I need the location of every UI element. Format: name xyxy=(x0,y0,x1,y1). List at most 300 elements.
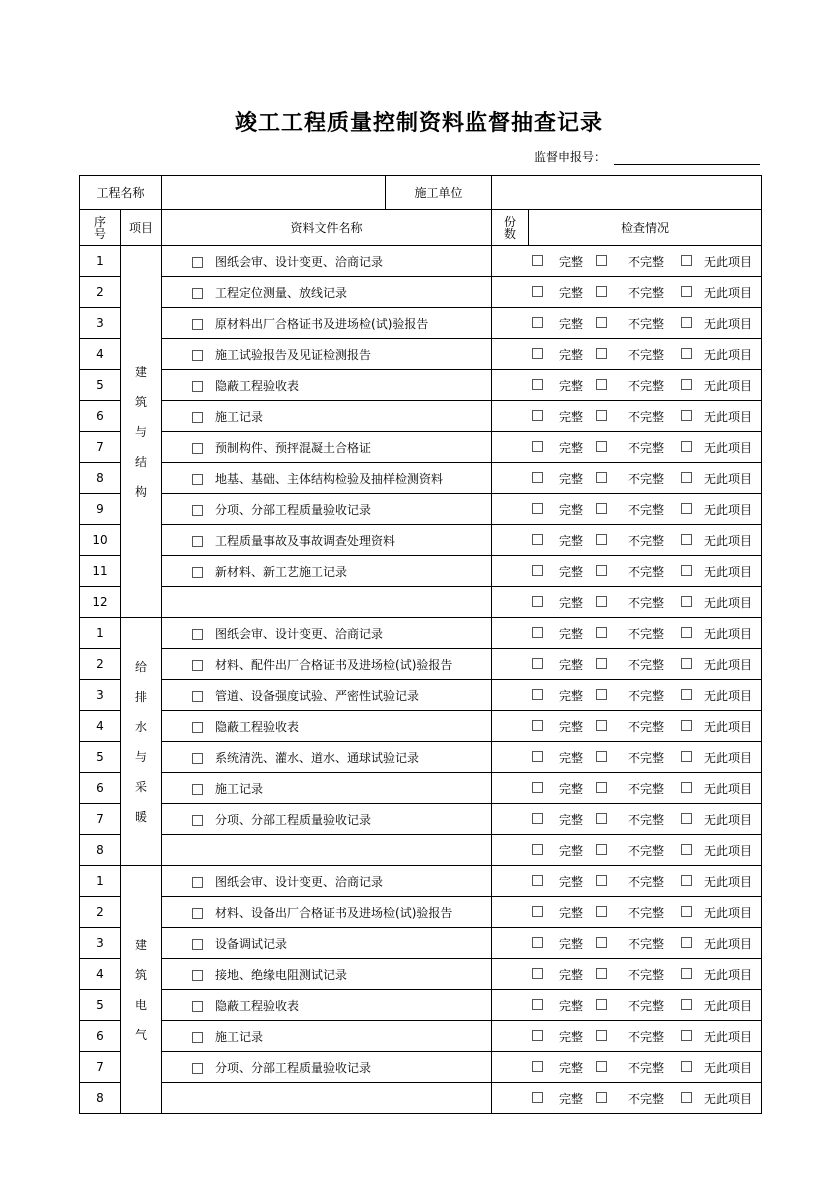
row-number: 3 xyxy=(80,308,121,339)
document-checkbox[interactable] xyxy=(192,970,203,981)
incomplete-checkbox[interactable] xyxy=(596,720,607,731)
row-number: 1 xyxy=(80,866,121,897)
not-applicable-checkbox[interactable] xyxy=(681,379,692,390)
incomplete-checkbox[interactable] xyxy=(596,441,607,452)
complete-checkbox[interactable] xyxy=(532,410,543,421)
status-cell xyxy=(492,959,762,990)
table-row xyxy=(80,246,762,277)
complete-checkbox[interactable] xyxy=(532,534,543,545)
table-row xyxy=(80,556,762,587)
not-applicable-label: 无此项目 xyxy=(704,844,753,858)
document-checkbox[interactable] xyxy=(192,381,203,392)
complete-checkbox[interactable] xyxy=(532,875,543,886)
incomplete-checkbox[interactable] xyxy=(596,627,607,638)
not-applicable-checkbox[interactable] xyxy=(681,255,692,266)
document-checkbox[interactable] xyxy=(192,350,203,361)
document-cell xyxy=(162,277,492,308)
category-label: 建筑与结构 xyxy=(135,364,148,499)
incomplete-label: 不完整 xyxy=(628,720,665,734)
not-applicable-checkbox[interactable] xyxy=(681,937,692,948)
not-applicable-label: 无此项目 xyxy=(704,410,753,424)
incomplete-label: 不完整 xyxy=(628,968,665,982)
document-name: 管道、设备强度试验、严密性试验记录 xyxy=(215,688,420,703)
complete-label: 完整 xyxy=(559,1092,584,1106)
table-row xyxy=(80,1083,762,1114)
table-row xyxy=(80,773,762,804)
document-checkbox[interactable] xyxy=(192,784,203,795)
status-cell xyxy=(492,711,762,742)
row-number: 6 xyxy=(80,401,121,432)
not-applicable-checkbox[interactable] xyxy=(681,596,692,607)
seq-label: 序号 xyxy=(94,214,107,241)
not-applicable-label: 无此项目 xyxy=(704,875,753,889)
incomplete-checkbox[interactable] xyxy=(596,1092,607,1103)
incomplete-label: 不完整 xyxy=(628,689,665,703)
incomplete-label: 不完整 xyxy=(628,1092,665,1106)
document-name: 设备调试记录 xyxy=(215,936,288,951)
incomplete-checkbox[interactable] xyxy=(596,658,607,669)
document-cell xyxy=(162,680,492,711)
document-cell xyxy=(162,432,492,463)
project-name-field[interactable] xyxy=(162,176,386,210)
complete-checkbox[interactable] xyxy=(532,937,543,948)
document-checkbox[interactable] xyxy=(192,629,203,640)
complete-label: 完整 xyxy=(559,503,584,517)
not-applicable-label: 无此项目 xyxy=(704,317,753,331)
row-number: 9 xyxy=(80,494,121,525)
incomplete-label: 不完整 xyxy=(628,255,665,269)
document-name: 预制构件、预抨混凝土合格证 xyxy=(215,440,372,455)
table-row xyxy=(80,463,762,494)
complete-checkbox[interactable] xyxy=(532,286,543,297)
not-applicable-checkbox[interactable] xyxy=(681,906,692,917)
incomplete-checkbox[interactable] xyxy=(596,751,607,762)
not-applicable-checkbox[interactable] xyxy=(681,1030,692,1041)
incomplete-checkbox[interactable] xyxy=(596,1061,607,1072)
document-checkbox[interactable] xyxy=(192,660,203,671)
report-no-label: 监督申报号： xyxy=(534,150,607,164)
row-number: 12 xyxy=(80,587,121,618)
not-applicable-label: 无此项目 xyxy=(704,565,753,579)
status-cell xyxy=(492,773,762,804)
status-cell xyxy=(492,680,762,711)
complete-checkbox[interactable] xyxy=(532,379,543,390)
table-row xyxy=(80,494,762,525)
incomplete-label: 不完整 xyxy=(628,503,665,517)
document-cell xyxy=(162,556,492,587)
complete-checkbox[interactable] xyxy=(532,441,543,452)
not-applicable-checkbox[interactable] xyxy=(681,875,692,886)
status-cell xyxy=(492,246,762,277)
document-checkbox[interactable] xyxy=(192,505,203,516)
not-applicable-checkbox[interactable] xyxy=(681,317,692,328)
complete-label: 完整 xyxy=(559,875,584,889)
complete-label: 完整 xyxy=(559,286,584,300)
not-applicable-checkbox[interactable] xyxy=(681,565,692,576)
status-cell xyxy=(492,432,762,463)
complete-label: 完整 xyxy=(559,317,584,331)
incomplete-checkbox[interactable] xyxy=(596,472,607,483)
incomplete-checkbox[interactable] xyxy=(596,286,607,297)
complete-label: 完整 xyxy=(559,1061,584,1075)
not-applicable-label: 无此项目 xyxy=(704,379,753,393)
document-checkbox[interactable] xyxy=(192,908,203,919)
document-name: 分项、分部工程质量验收记录 xyxy=(215,812,372,827)
status-cell xyxy=(492,928,762,959)
row-number: 1 xyxy=(80,618,121,649)
row-number: 4 xyxy=(80,339,121,370)
copies-label: 份数 xyxy=(504,214,517,241)
document-checkbox[interactable] xyxy=(192,474,203,485)
contractor-field[interactable] xyxy=(492,176,762,210)
document-checkbox[interactable] xyxy=(192,691,203,702)
category-cell xyxy=(121,618,162,866)
incomplete-checkbox[interactable] xyxy=(596,379,607,390)
document-checkbox[interactable] xyxy=(192,288,203,299)
document-checkbox[interactable] xyxy=(192,412,203,423)
complete-checkbox[interactable] xyxy=(532,596,543,607)
document-cell xyxy=(162,587,492,618)
not-applicable-checkbox[interactable] xyxy=(681,844,692,855)
incomplete-checkbox[interactable] xyxy=(596,596,607,607)
document-name: 材料、设备出厂合格证书及进场检(试)验报告 xyxy=(215,905,453,920)
document-checkbox[interactable] xyxy=(192,1032,203,1043)
document-cell xyxy=(162,525,492,556)
table-row xyxy=(80,897,762,928)
status-cell xyxy=(492,587,762,618)
row-number: 2 xyxy=(80,897,121,928)
complete-label: 完整 xyxy=(559,658,584,672)
document-name: 分项、分部工程质量验收记录 xyxy=(215,502,372,517)
document-checkbox[interactable] xyxy=(192,815,203,826)
not-applicable-label: 无此项目 xyxy=(704,286,753,300)
incomplete-checkbox[interactable] xyxy=(596,565,607,576)
status-cell xyxy=(492,463,762,494)
complete-checkbox[interactable] xyxy=(532,1030,543,1041)
not-applicable-label: 无此项目 xyxy=(704,1030,753,1044)
table-row xyxy=(80,339,762,370)
not-applicable-label: 无此项目 xyxy=(704,751,753,765)
document-checkbox[interactable] xyxy=(192,1001,203,1012)
document-cell xyxy=(162,1052,492,1083)
incomplete-checkbox[interactable] xyxy=(596,782,607,793)
document-name: 图纸会审、设计变更、洽商记录 xyxy=(215,626,384,641)
not-applicable-checkbox[interactable] xyxy=(681,286,692,297)
complete-checkbox[interactable] xyxy=(532,844,543,855)
not-applicable-label: 无此项目 xyxy=(704,689,753,703)
status-cell xyxy=(492,990,762,1021)
complete-checkbox[interactable] xyxy=(532,751,543,762)
complete-label: 完整 xyxy=(559,906,584,920)
incomplete-checkbox[interactable] xyxy=(596,844,607,855)
document-name: 工程定位测量、放线记录 xyxy=(215,285,348,300)
not-applicable-label: 无此项目 xyxy=(704,255,753,269)
incomplete-label: 不完整 xyxy=(628,658,665,672)
incomplete-checkbox[interactable] xyxy=(596,906,607,917)
status-cell xyxy=(492,618,762,649)
complete-label: 完整 xyxy=(559,813,584,827)
incomplete-label: 不完整 xyxy=(628,751,665,765)
document-cell xyxy=(162,990,492,1021)
complete-checkbox[interactable] xyxy=(532,1092,543,1103)
document-cell xyxy=(162,928,492,959)
document-name: 隐蔽工程验收表 xyxy=(215,998,300,1013)
document-checkbox[interactable] xyxy=(192,877,203,888)
not-applicable-label: 无此项目 xyxy=(704,534,753,548)
category-label: 建筑电气 xyxy=(135,937,148,1042)
complete-checkbox[interactable] xyxy=(532,1061,543,1072)
document-cell xyxy=(162,339,492,370)
not-applicable-label: 无此项目 xyxy=(704,782,753,796)
incomplete-label: 不完整 xyxy=(628,286,665,300)
document-cell xyxy=(162,959,492,990)
document-cell xyxy=(162,773,492,804)
complete-label: 完整 xyxy=(559,968,584,982)
status-cell xyxy=(492,1052,762,1083)
complete-checkbox[interactable] xyxy=(532,999,543,1010)
table-row xyxy=(80,804,762,835)
not-applicable-checkbox[interactable] xyxy=(681,503,692,514)
document-name: 接地、绝缘电阻测试记录 xyxy=(215,967,348,982)
incomplete-label: 不完整 xyxy=(628,441,665,455)
document-checkbox[interactable] xyxy=(192,319,203,330)
row-number: 3 xyxy=(80,680,121,711)
status-cell xyxy=(492,370,762,401)
not-applicable-label: 无此项目 xyxy=(704,348,753,362)
row-number: 8 xyxy=(80,463,121,494)
incomplete-label: 不完整 xyxy=(628,906,665,920)
document-cell xyxy=(162,866,492,897)
row-number: 7 xyxy=(80,432,121,463)
incomplete-label: 不完整 xyxy=(628,1061,665,1075)
document-checkbox[interactable] xyxy=(192,567,203,578)
check-label: 检查情况 xyxy=(529,210,762,246)
item-label: 项目 xyxy=(121,210,162,246)
complete-checkbox[interactable] xyxy=(532,348,543,359)
document-cell xyxy=(162,804,492,835)
incomplete-checkbox[interactable] xyxy=(596,317,607,328)
incomplete-checkbox[interactable] xyxy=(596,503,607,514)
complete-label: 完整 xyxy=(559,348,584,362)
complete-label: 完整 xyxy=(559,937,584,951)
category-cell xyxy=(121,246,162,618)
document-name: 图纸会审、设计变更、洽商记录 xyxy=(215,874,384,889)
complete-label: 完整 xyxy=(559,751,584,765)
not-applicable-label: 无此项目 xyxy=(704,472,753,486)
not-applicable-label: 无此项目 xyxy=(704,999,753,1013)
table-row xyxy=(80,928,762,959)
not-applicable-checkbox[interactable] xyxy=(681,813,692,824)
status-cell xyxy=(492,525,762,556)
incomplete-label: 不完整 xyxy=(628,565,665,579)
incomplete-checkbox[interactable] xyxy=(596,875,607,886)
document-name: 施工记录 xyxy=(215,781,264,796)
table-row xyxy=(80,618,762,649)
document-checkbox[interactable] xyxy=(192,753,203,764)
complete-checkbox[interactable] xyxy=(532,627,543,638)
not-applicable-label: 无此项目 xyxy=(704,658,753,672)
complete-checkbox[interactable] xyxy=(532,565,543,576)
complete-label: 完整 xyxy=(559,379,584,393)
document-name: 隐蔽工程验收表 xyxy=(215,719,300,734)
row-number: 4 xyxy=(80,959,121,990)
complete-label: 完整 xyxy=(559,596,584,610)
row-number: 5 xyxy=(80,742,121,773)
complete-checkbox[interactable] xyxy=(532,906,543,917)
complete-label: 完整 xyxy=(559,534,584,548)
complete-checkbox[interactable] xyxy=(532,782,543,793)
not-applicable-checkbox[interactable] xyxy=(681,782,692,793)
not-applicable-checkbox[interactable] xyxy=(681,658,692,669)
status-cell xyxy=(492,649,762,680)
project-name-label: 工程名称 xyxy=(80,176,162,210)
document-cell xyxy=(162,742,492,773)
document-name: 分项、分部工程质量验收记录 xyxy=(215,1060,372,1075)
complete-label: 完整 xyxy=(559,844,584,858)
page-title: 竣工工程质量控制资料监督抽查记录 xyxy=(234,111,603,136)
document-name: 材料、配件出厂合格证书及进场检(试)验报告 xyxy=(215,657,453,672)
incomplete-checkbox[interactable] xyxy=(596,813,607,824)
row-number: 5 xyxy=(80,990,121,1021)
document-cell xyxy=(162,618,492,649)
complete-label: 完整 xyxy=(559,627,584,641)
table-row xyxy=(80,277,762,308)
incomplete-checkbox[interactable] xyxy=(596,1030,607,1041)
not-applicable-label: 无此项目 xyxy=(704,627,753,641)
not-applicable-checkbox[interactable] xyxy=(681,720,692,731)
not-applicable-checkbox[interactable] xyxy=(681,751,692,762)
incomplete-label: 不完整 xyxy=(628,627,665,641)
complete-checkbox[interactable] xyxy=(532,813,543,824)
not-applicable-checkbox[interactable] xyxy=(681,1092,692,1103)
not-applicable-checkbox[interactable] xyxy=(681,689,692,700)
document-cell xyxy=(162,308,492,339)
not-applicable-label: 无此项目 xyxy=(704,937,753,951)
table-row xyxy=(80,649,762,680)
not-applicable-checkbox[interactable] xyxy=(681,627,692,638)
row-number: 8 xyxy=(80,835,121,866)
complete-label: 完整 xyxy=(559,689,584,703)
complete-checkbox[interactable] xyxy=(532,255,543,266)
table-row xyxy=(80,370,762,401)
complete-checkbox[interactable] xyxy=(532,472,543,483)
document-checkbox[interactable] xyxy=(192,536,203,547)
row-number: 10 xyxy=(80,525,121,556)
row-number: 11 xyxy=(80,556,121,587)
incomplete-checkbox[interactable] xyxy=(596,410,607,421)
incomplete-checkbox[interactable] xyxy=(596,968,607,979)
incomplete-checkbox[interactable] xyxy=(596,255,607,266)
row-number: 2 xyxy=(80,649,121,680)
incomplete-checkbox[interactable] xyxy=(596,534,607,545)
not-applicable-checkbox[interactable] xyxy=(681,472,692,483)
not-applicable-checkbox[interactable] xyxy=(681,534,692,545)
not-applicable-checkbox[interactable] xyxy=(681,410,692,421)
not-applicable-checkbox[interactable] xyxy=(681,348,692,359)
incomplete-label: 不完整 xyxy=(628,317,665,331)
table-row xyxy=(80,401,762,432)
document-name: 施工试验报告及见证检测报告 xyxy=(215,347,372,362)
status-cell xyxy=(492,835,762,866)
document-cell xyxy=(162,246,492,277)
document-name: 隐蔽工程验收表 xyxy=(215,378,300,393)
table-row xyxy=(80,990,762,1021)
table-row xyxy=(80,959,762,990)
incomplete-checkbox[interactable] xyxy=(596,348,607,359)
not-applicable-label: 无此项目 xyxy=(704,503,753,517)
status-cell xyxy=(492,866,762,897)
incomplete-checkbox[interactable] xyxy=(596,937,607,948)
document-checkbox[interactable] xyxy=(192,939,203,950)
row-number: 6 xyxy=(80,773,121,804)
row-number: 8 xyxy=(80,1083,121,1114)
table-row xyxy=(80,1052,762,1083)
report-no-field[interactable] xyxy=(614,164,760,165)
incomplete-label: 不完整 xyxy=(628,1030,665,1044)
complete-checkbox[interactable] xyxy=(532,968,543,979)
not-applicable-label: 无此项目 xyxy=(704,968,753,982)
document-checkbox[interactable] xyxy=(192,443,203,454)
row-number: 2 xyxy=(80,277,121,308)
complete-label: 完整 xyxy=(559,472,584,486)
incomplete-label: 不完整 xyxy=(628,937,665,951)
complete-checkbox[interactable] xyxy=(532,658,543,669)
document-name: 施工记录 xyxy=(215,409,264,424)
document-name: 原材料出厂合格证书及进场检(试)验报告 xyxy=(215,316,429,331)
status-cell xyxy=(492,1083,762,1114)
table-row xyxy=(80,587,762,618)
not-applicable-label: 无此项目 xyxy=(704,441,753,455)
not-applicable-label: 无此项目 xyxy=(704,1061,753,1075)
status-cell xyxy=(492,897,762,928)
complete-checkbox[interactable] xyxy=(532,503,543,514)
row-number: 1 xyxy=(80,246,121,277)
document-name: 施工记录 xyxy=(215,1029,264,1044)
complete-label: 完整 xyxy=(559,1030,584,1044)
complete-checkbox[interactable] xyxy=(532,317,543,328)
status-cell xyxy=(492,556,762,587)
complete-checkbox[interactable] xyxy=(532,689,543,700)
incomplete-checkbox[interactable] xyxy=(596,999,607,1010)
incomplete-label: 不完整 xyxy=(628,534,665,548)
complete-label: 完整 xyxy=(559,565,584,579)
incomplete-label: 不完整 xyxy=(628,999,665,1013)
status-cell xyxy=(492,1021,762,1052)
doc-name-label: 资料文件名称 xyxy=(162,210,492,246)
document-cell xyxy=(162,401,492,432)
not-applicable-checkbox[interactable] xyxy=(681,968,692,979)
document-cell xyxy=(162,370,492,401)
incomplete-checkbox[interactable] xyxy=(596,689,607,700)
table-row xyxy=(80,308,762,339)
document-checkbox[interactable] xyxy=(192,722,203,733)
not-applicable-checkbox[interactable] xyxy=(681,1061,692,1072)
complete-checkbox[interactable] xyxy=(532,720,543,731)
status-cell xyxy=(492,339,762,370)
not-applicable-checkbox[interactable] xyxy=(681,999,692,1010)
not-applicable-checkbox[interactable] xyxy=(681,441,692,452)
category-label: 给排水与采暖 xyxy=(135,659,148,824)
row-number: 7 xyxy=(80,1052,121,1083)
document-cell xyxy=(162,649,492,680)
document-name: 工程质量事故及事故调查处理资料 xyxy=(215,533,396,548)
document-checkbox[interactable] xyxy=(192,257,203,268)
complete-label: 完整 xyxy=(559,441,584,455)
row-number: 6 xyxy=(80,1021,121,1052)
document-checkbox[interactable] xyxy=(192,1063,203,1074)
table-row xyxy=(80,835,762,866)
inspection-table xyxy=(79,175,762,1114)
